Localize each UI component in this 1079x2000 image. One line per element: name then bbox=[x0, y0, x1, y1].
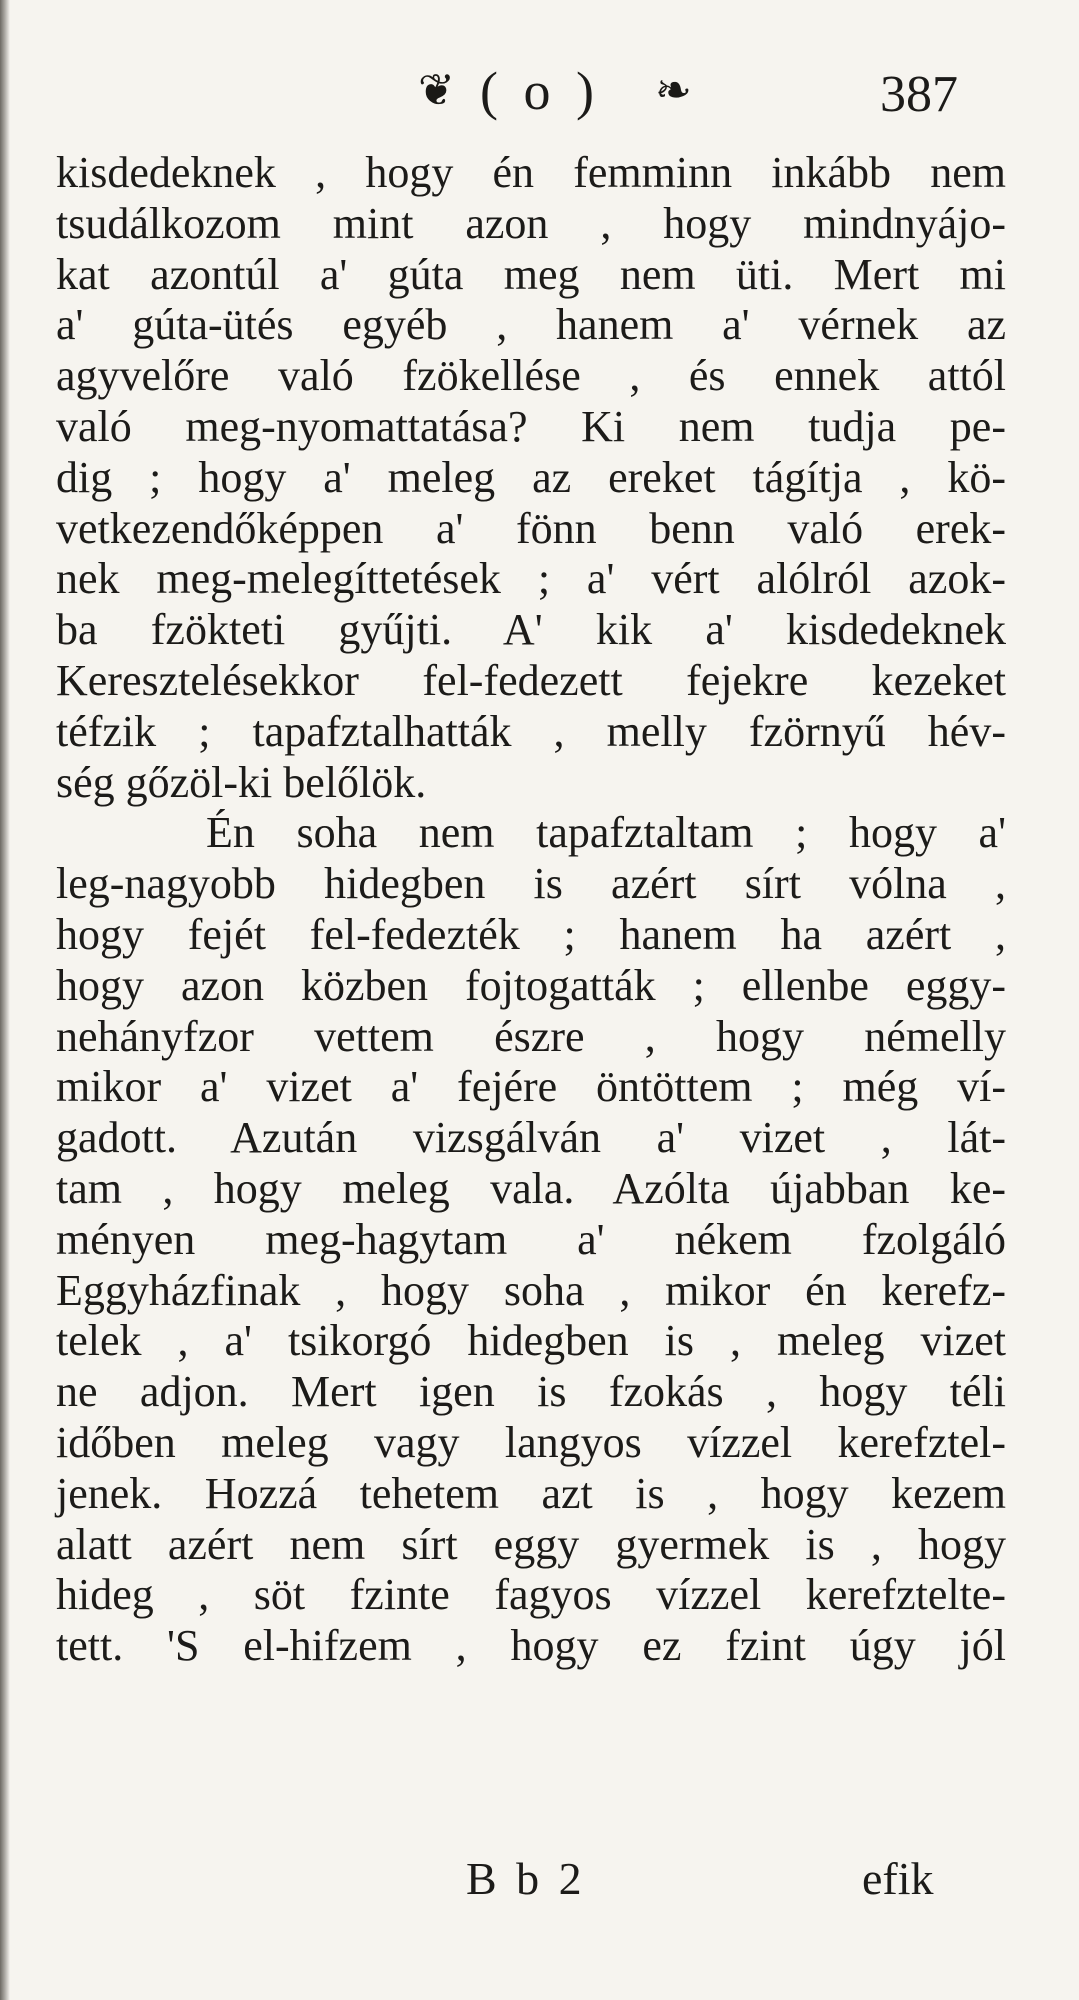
signature-mark: B b 2 bbox=[466, 1853, 586, 1904]
body-text bbox=[56, 148, 1006, 1672]
text-line: alatt azért nem sírt eggy gyermek is , hogy bbox=[56, 1519, 1006, 1569]
text-line: ményen meg-hagytam a' nékem fzolgáló bbox=[56, 1214, 1006, 1264]
header-mark: ( o ) bbox=[480, 61, 600, 121]
text-line: tett. 'S el-hifzem , hogy ez fzint úgy jól bbox=[56, 1621, 1006, 1671]
right-ornament-icon: ❧ bbox=[655, 66, 692, 115]
text-line: nek meg-melegíttetések ; a' vért alólról azok- bbox=[56, 554, 1006, 604]
paragraph-1 bbox=[56, 148, 1006, 808]
text-line: Én soha nem tapafztaltam ; hogy a' bbox=[206, 808, 1006, 858]
text-line: telek , a' tsikorgó hidegben is , meleg vizet bbox=[56, 1316, 1006, 1366]
text-line: vetkezendőképpen a' fönn benn való erek- bbox=[56, 503, 1006, 553]
text-line: időben meleg vagy langyos vízzel kerefztel- bbox=[56, 1417, 1006, 1467]
text-line: leg-nagyobb hidegben is azért sírt vólna , bbox=[56, 859, 1006, 909]
text-line: gadott. Azután vizsgálván a' vizet , lát- bbox=[56, 1113, 1006, 1163]
text-line: való meg-nyomattatása? Ki nem tudja pe- bbox=[56, 401, 1006, 451]
page-footer bbox=[0, 1852, 1079, 1912]
text-line: kisdedeknek , hogy én femminn inkább nem bbox=[56, 148, 1006, 197]
text-line: a' gúta-ütés egyéb , hanem a' vérnek az bbox=[56, 300, 1006, 350]
text-line: tsudálkozom mint azon , hogy mindnyájo- bbox=[56, 198, 1006, 248]
text-line: Eggyházfinak , hogy soha , mikor én kerefz- bbox=[56, 1265, 1006, 1315]
text-line: tam , hogy meleg vala. Azólta újabban ke- bbox=[56, 1163, 1006, 1213]
text-line: dig ; hogy a' meleg az ereket tágítja , kö- bbox=[56, 452, 1006, 502]
text-line: kat azontúl a' gúta meg nem üti. Mert mi bbox=[56, 249, 1006, 299]
text-line: nehányfzor vettem észre , hogy némelly bbox=[56, 1011, 1006, 1061]
running-header bbox=[0, 58, 1079, 128]
text-line: ne adjon. Mert igen is fzokás , hogy téli bbox=[56, 1367, 1006, 1417]
text-line: mikor a' vizet a' fejére öntöttem ; még ví- bbox=[56, 1062, 1006, 1112]
text-line: Keresztelésekkor fel-fedezett fejekre kezeket bbox=[56, 655, 1006, 705]
text-line: ség gőzöl-ki belőlök. bbox=[56, 757, 427, 807]
text-line: hideg , söt fzinte fagyos vízzel kerefztelte- bbox=[56, 1570, 1006, 1620]
catchword: efik bbox=[862, 1853, 934, 1904]
page-edge-shadow bbox=[0, 0, 10, 2000]
left-ornament-icon: ❦ bbox=[418, 66, 455, 115]
text-line: téfzik ; tapafztalhatták , melly fzörnyű hév- bbox=[56, 706, 1006, 756]
text-line: agyvelőre való fzökellése , és ennek attól bbox=[56, 351, 1006, 401]
text-line: ba fzökteti gyűjti. A' kik a' kisdedeknek bbox=[56, 605, 1006, 655]
page-number: 387 bbox=[880, 66, 958, 123]
text-line: hogy fejét fel-fedezték ; hanem ha azért , bbox=[56, 909, 1006, 959]
paragraph-2 bbox=[56, 808, 1006, 1672]
text-line: hogy azon közben fojtogatták ; ellenbe eggy- bbox=[56, 960, 1006, 1010]
text-line: jenek. Hozzá tehetem azt is , hogy kezem bbox=[56, 1468, 1006, 1518]
